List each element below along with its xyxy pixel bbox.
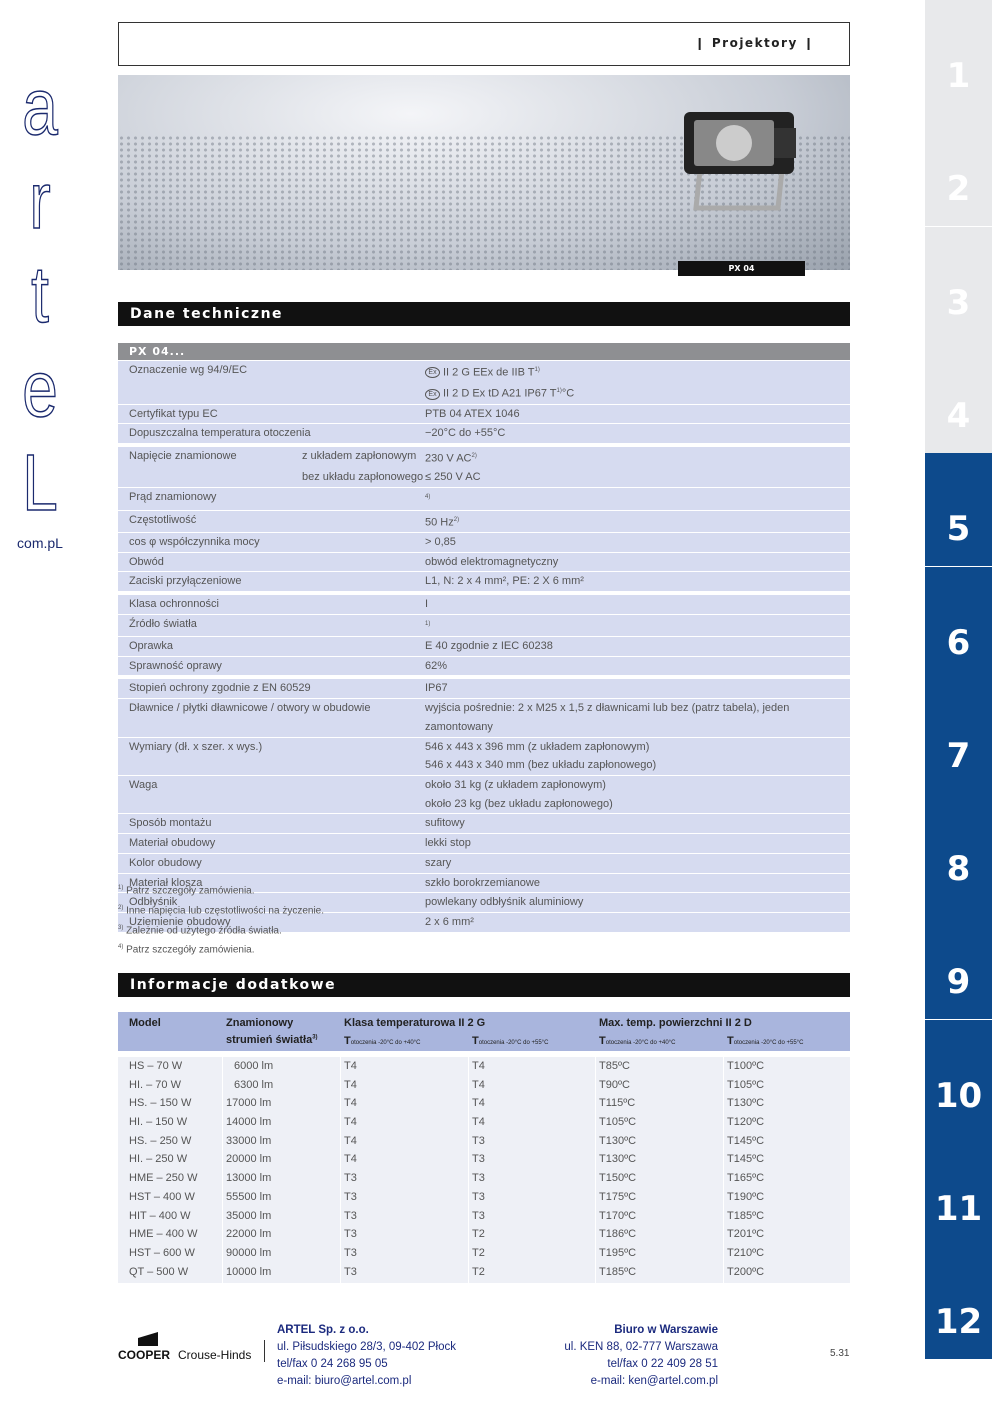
chapter-tab-9[interactable]: 9 (925, 906, 992, 1019)
footnote: $^{2)}$ Inne napięcia lub częstotliwości na życzenie. (118, 904, 325, 917)
chapter-tabs (925, 0, 992, 1403)
chapter-tab-12[interactable]: 12 (925, 1246, 992, 1359)
tech-line (118, 424, 850, 443)
chapter-tab-3[interactable]: 3 (925, 227, 992, 340)
page-header (118, 22, 850, 66)
footnote-number: 1) (118, 885, 124, 891)
column-divider (340, 1051, 341, 1284)
info-row (118, 1207, 850, 1226)
tech-label: Oznaczenie wg 94/9/EC (129, 364, 248, 376)
logo-letter: e (22, 344, 58, 433)
info-row (118, 1169, 850, 1188)
tech-value: szary (425, 856, 452, 869)
info-table-header (118, 1012, 850, 1051)
tech-row (118, 423, 850, 443)
temp-subheader: Totoczenia -20°C do +40°C (344, 1035, 421, 1047)
info-cell: T3 (344, 1190, 357, 1203)
chapter-tab-5[interactable]: 5 (925, 453, 992, 566)
page-number: 5.31 (830, 1348, 850, 1359)
chapter-tab-6[interactable]: 6 (925, 567, 992, 680)
category-title: ❙ Projektory ❙ (694, 36, 815, 50)
tech-row (118, 833, 850, 853)
tech-label: Uziemienie obudowy (129, 915, 231, 928)
info-cell: T3 (472, 1209, 485, 1222)
info-cell: T165ºC (727, 1172, 765, 1185)
info-row (118, 1244, 850, 1263)
tech-value: E 40 zgodnie z IEC 60238 (425, 640, 553, 653)
tech-label: Oprawka (129, 640, 174, 653)
info-cell: T105ºC (727, 1078, 765, 1091)
info-cell: T150ºC (599, 1172, 637, 1185)
temp-subheader: Totoczenia -20°C do +55°C (472, 1035, 549, 1047)
tech-row (118, 698, 850, 736)
chapter-tab-11[interactable]: 11 (925, 1133, 992, 1246)
tech-row (118, 591, 850, 614)
info-cell: T200ºC (727, 1265, 765, 1278)
tech-table-header: PX 04... (118, 343, 850, 360)
info-cell: HIT – 400 W (129, 1209, 191, 1222)
info-cell: T85ºC (599, 1060, 630, 1072)
info-cell: T3 (344, 1172, 357, 1185)
info-row (118, 1263, 850, 1282)
col-flux: Znamionowy (226, 1017, 294, 1029)
info-cell: HS. – 150 W (129, 1097, 192, 1110)
info-cell: T4 (344, 1060, 357, 1072)
tech-value: szkło borokrzemianowe (425, 876, 540, 889)
tech-label: Materiał klosza (129, 876, 203, 889)
tech-label: Waga (129, 779, 158, 791)
tech-table (118, 343, 850, 932)
chapter-tab-2[interactable]: 2 (925, 113, 992, 226)
tech-value: 50 Hz$^{2)}$ (425, 516, 460, 529)
logo-domain: com.pL (17, 535, 63, 551)
info-cell: T3 (344, 1265, 357, 1278)
ex-mark-icon: Ex (425, 389, 440, 400)
info-cell: 22000 lm (226, 1228, 272, 1241)
tech-line (118, 795, 850, 814)
footnote-ref: 2) (471, 453, 477, 460)
tech-label: Dopuszczalna temperatura otoczenia (129, 427, 311, 440)
hq-address: ARTEL Sp. z o.o. ul. Piłsudskiego 28/3, 09-402 Płock tel/fax 0 24 268 95 05 e-mail: biuro@artel.com.pl (277, 1324, 456, 1387)
section-title-tech: Dane techniczne (118, 302, 850, 326)
info-cell: T4 (344, 1078, 357, 1091)
info-row (118, 1132, 850, 1151)
logo-letter: t (31, 250, 49, 339)
info-cell: T130ºC (599, 1153, 637, 1166)
logo-letter: L (22, 438, 58, 527)
tech-label: Dławnice / płytki dławnicowe / otwory w obudowie (129, 702, 371, 715)
info-row (118, 1113, 850, 1132)
tech-value: sufitowy (425, 817, 465, 830)
info-cell: T3 (472, 1153, 485, 1166)
footnote-number: 3) (118, 924, 124, 931)
tech-label: Odbłyśnik (129, 896, 178, 909)
info-cell: HME – 400 W (129, 1228, 198, 1241)
tech-value: Ex II 2 G EEx de IIB $T^{1)}$ (425, 361, 845, 382)
tech-value: IP67 (425, 682, 448, 695)
info-cell: 6000 lm (234, 1060, 274, 1072)
temp-subheader: Totoczenia -20°C do +40°C (599, 1035, 676, 1047)
tech-value: obwód elektromagnetyczny (425, 555, 559, 568)
info-cell: T185ºC (727, 1209, 765, 1222)
info-cell: 35000 lm (226, 1209, 272, 1222)
info-cell: T2 (472, 1246, 485, 1259)
info-cell: T210ºC (727, 1246, 765, 1259)
info-cell: 10000 lm (226, 1265, 272, 1278)
footnote-ref: 1) (534, 367, 540, 373)
tech-line (118, 699, 850, 736)
tech-value: 546 x 443 x 396 mm (z układem zapłonowym) (425, 740, 650, 753)
tech-row (118, 571, 850, 591)
tech-label: Klasa ochronności (129, 598, 219, 611)
footer (118, 1322, 858, 1392)
tech-line (118, 361, 850, 382)
info-cell: T4 (472, 1116, 485, 1129)
product-label: PX 04 (678, 261, 805, 276)
chapter-tab-1[interactable]: 1 (925, 0, 992, 113)
tech-line (118, 405, 850, 424)
footnote-ref: 4) (425, 494, 431, 501)
tech-line (118, 511, 850, 532)
tech-value: L1, N: 2 x 4 mm², PE: 2 X 6 mm² (425, 575, 584, 588)
info-cell: T3 (472, 1134, 485, 1147)
info-cell: HI. – 150 W (129, 1116, 188, 1129)
floodlight-product-image (678, 108, 800, 218)
info-cell: T190ºC (727, 1190, 765, 1203)
tech-row (118, 360, 850, 404)
info-row (118, 1057, 850, 1076)
tech-label: Kolor obudowy (129, 856, 202, 869)
tech-line (118, 679, 850, 698)
tech-value: około 23 kg (bez układu zapłonowego) (425, 797, 613, 810)
tech-value: I (425, 598, 429, 611)
tech-label: Prąd znamionowy (129, 491, 217, 504)
footnote-ref: 1) (425, 620, 431, 627)
tech-value: 230 V AC$^{2)}$ (425, 452, 477, 465)
chapter-tab-10[interactable]: 10 (925, 1020, 992, 1133)
info-row (118, 1150, 850, 1169)
info-cell: T115ºC (599, 1097, 636, 1110)
info-table (118, 1012, 850, 1283)
info-cell: T100ºC (727, 1060, 765, 1072)
tech-sublabel: bez układu zapłonowego (302, 471, 424, 484)
tech-row (118, 853, 850, 873)
footnote: $^{3)}$ Zależnie od użytego źródła światła. (118, 924, 282, 936)
cooper-logo: COOPER Crouse-Hinds (118, 1340, 258, 1362)
tech-row (118, 552, 850, 572)
tech-value: PTB 04 ATEX 1046 (425, 407, 520, 420)
info-cell: HS. – 250 W (129, 1134, 192, 1147)
info-cell: T2 (472, 1265, 485, 1278)
tech-line (118, 814, 850, 833)
tech-value: 546 x 443 x 340 mm (bez układu zapłonowego) (425, 759, 657, 772)
tech-line (118, 756, 850, 775)
info-cell: HST – 400 W (129, 1190, 195, 1203)
info-cell: T130ºC (727, 1097, 765, 1110)
info-cell: T175ºC (599, 1190, 637, 1203)
tech-row (118, 404, 850, 424)
footnotes (118, 880, 324, 959)
tech-label: Stopień ochrony zgodnie z EN 60529 (129, 682, 311, 695)
tech-row (118, 532, 850, 552)
info-cell: 20000 lm (226, 1153, 272, 1166)
info-cell: 13000 lm (226, 1172, 272, 1185)
info-cell: T4 (344, 1134, 357, 1147)
footnote: $^{1)}$ Patrz szczegóły zamówienia. (118, 885, 255, 897)
temp-subheader: Totoczenia -20°C do +55°C (727, 1035, 804, 1047)
divider (264, 1340, 265, 1362)
tech-line (118, 553, 850, 572)
info-cell: T201ºC (727, 1228, 765, 1241)
info-row (118, 1094, 850, 1113)
tech-row (118, 443, 850, 487)
info-cell: T4 (344, 1097, 357, 1110)
tech-row (118, 614, 850, 636)
info-cell: T186ºC (599, 1228, 637, 1241)
info-cell: T3 (472, 1190, 485, 1203)
info-row (118, 1188, 850, 1207)
tech-label: Częstotliwość (129, 513, 197, 526)
tech-line (118, 738, 850, 757)
tech-value: powlekany odbłyśnik aluminiowy (425, 896, 584, 909)
info-cell: QT – 500 W (129, 1265, 189, 1278)
column-divider (468, 1051, 469, 1284)
column-divider (595, 1051, 596, 1284)
tech-row (118, 813, 850, 833)
info-cell: 17000 lm (226, 1097, 272, 1110)
tech-value: 62% (425, 659, 448, 672)
tech-line (118, 657, 850, 676)
tech-label: Źródło światła (129, 617, 197, 630)
info-cell: T120ºC (727, 1116, 765, 1129)
col-flux-2: strumień światła$^{3)}$ (226, 1034, 318, 1046)
tech-label: Wymiary (dł. x szer. x wys.) (129, 740, 263, 753)
tech-line (118, 447, 850, 468)
info-cell: 90000 lm (226, 1246, 272, 1259)
info-cell: T90ºC (599, 1078, 630, 1091)
tech-row (118, 775, 850, 813)
col-temp-class: Klasa temperaturowa II 2 G (344, 1017, 486, 1029)
info-cell: HS – 70 W (129, 1060, 183, 1072)
footnote-number: 4) (118, 944, 124, 951)
ex-mark-icon: Ex (425, 367, 440, 378)
info-cell: T4 (344, 1116, 357, 1129)
info-cell: T3 (472, 1172, 485, 1185)
T-symbol: T (344, 1035, 351, 1047)
tech-value (425, 488, 845, 509)
tech-label: Certyfikat typu EC (129, 407, 218, 420)
tech-value: −20°C do +55°C (425, 427, 506, 440)
warsaw-address: Biuro w Warszawie ul. KEN 88, 02-777 Warszawa tel/fax 0 22 409 28 51 e-mail: ken@artel.com.pl (564, 1324, 718, 1387)
info-cell: T4 (472, 1060, 485, 1072)
tech-line (118, 488, 850, 509)
info-cell: HME – 250 W (129, 1172, 198, 1185)
tech-line (118, 595, 850, 614)
tech-value: Ex II 2 D Ex tD A21 IP67 $T^{1)}^\circ C$ (425, 382, 845, 403)
info-cell: T195ºC (599, 1246, 637, 1259)
footnote-ref: 1) (556, 388, 562, 395)
logo-letter: r (29, 156, 51, 245)
footnote-number: 2) (118, 904, 124, 911)
tech-value: lekki stop (425, 837, 471, 850)
tech-line (118, 776, 850, 795)
tech-row (118, 675, 850, 698)
tech-value: > 0,85 (425, 535, 456, 548)
info-row (118, 1076, 850, 1095)
T-symbol: T (472, 1035, 479, 1047)
tech-row (118, 737, 850, 775)
T-symbol: T (727, 1035, 734, 1047)
info-cell: HI. – 250 W (129, 1153, 188, 1166)
info-cell: 14000 lm (226, 1116, 272, 1129)
tech-line (118, 382, 850, 403)
column-divider (723, 1051, 724, 1284)
info-cell: T3 (344, 1228, 357, 1241)
chapter-tab-8[interactable]: 8 (925, 793, 992, 906)
info-cell: T170ºC (599, 1209, 637, 1222)
info-row (118, 1225, 850, 1244)
tech-value: wyjścia pośrednie: 2 x M25 x 1,5 z dławnicami lub bez (patrz tabela), jeden zamontowany (425, 702, 790, 733)
info-cell: HI. – 70 W (129, 1078, 181, 1091)
tech-line (118, 468, 850, 487)
info-cell: 33000 lm (226, 1134, 272, 1147)
chapter-tab-4[interactable]: 4 (925, 340, 992, 453)
tech-label: Sprawność oprawy (129, 659, 222, 672)
tech-row (118, 656, 850, 676)
chapter-tab-7[interactable]: 7 (925, 680, 992, 793)
tech-row (118, 487, 850, 509)
tech-sublabel: z układem zapłonowym (302, 450, 417, 463)
info-cell: T4 (344, 1153, 357, 1166)
logo-letter: a (22, 62, 58, 151)
tech-row (118, 510, 850, 532)
footnote: $^{4)}$ Patrz szczegóły zamówienia. (118, 944, 255, 956)
column-divider (222, 1051, 223, 1284)
tech-value: około 31 kg (z układem zapłonowym) (425, 779, 606, 791)
info-cell: T3 (344, 1209, 357, 1222)
tech-line (118, 834, 850, 853)
tech-value: 2 x 6 mm² (425, 915, 474, 928)
info-cell: T3 (344, 1246, 357, 1259)
tech-label: Napięcie znamionowe (129, 450, 237, 463)
tech-line (118, 637, 850, 656)
artel-logo (0, 60, 80, 552)
tech-label: Zaciski przyłączeniowe (129, 575, 242, 588)
info-cell: T4 (472, 1078, 485, 1091)
footnote-ref: 2) (453, 516, 460, 523)
section-title-info: Informacje dodatkowe (118, 973, 850, 997)
info-cell: 6300 lm (234, 1078, 274, 1091)
info-cell: T2 (472, 1228, 485, 1241)
info-cell: HST – 600 W (129, 1246, 195, 1259)
info-cell: 55500 lm (226, 1190, 272, 1203)
col-model: Model (129, 1017, 161, 1029)
tech-value: ≤ 250 V AC (425, 471, 481, 484)
tech-label: Materiał obudowy (129, 837, 216, 850)
info-cell: T4 (472, 1097, 485, 1110)
tech-line (118, 854, 850, 873)
info-cell: T105ºC (599, 1116, 637, 1129)
col-max-temp: Max. temp. powierzchni II 2 D (599, 1017, 752, 1029)
tech-line (118, 572, 850, 591)
tech-label: cos φ współczynnika mocy (129, 535, 260, 548)
tech-line (118, 533, 850, 552)
tech-label: Sposób montażu (129, 817, 212, 830)
tech-value (425, 615, 845, 636)
info-cell: T145ºC (727, 1134, 765, 1147)
info-cell: T130ºC (599, 1134, 637, 1147)
info-cell: T145ºC (727, 1153, 765, 1166)
T-symbol: T (599, 1035, 606, 1047)
info-cell: T185ºC (599, 1265, 637, 1278)
tech-row (118, 636, 850, 656)
tech-line (118, 615, 850, 636)
tech-label: Obwód (129, 555, 164, 568)
